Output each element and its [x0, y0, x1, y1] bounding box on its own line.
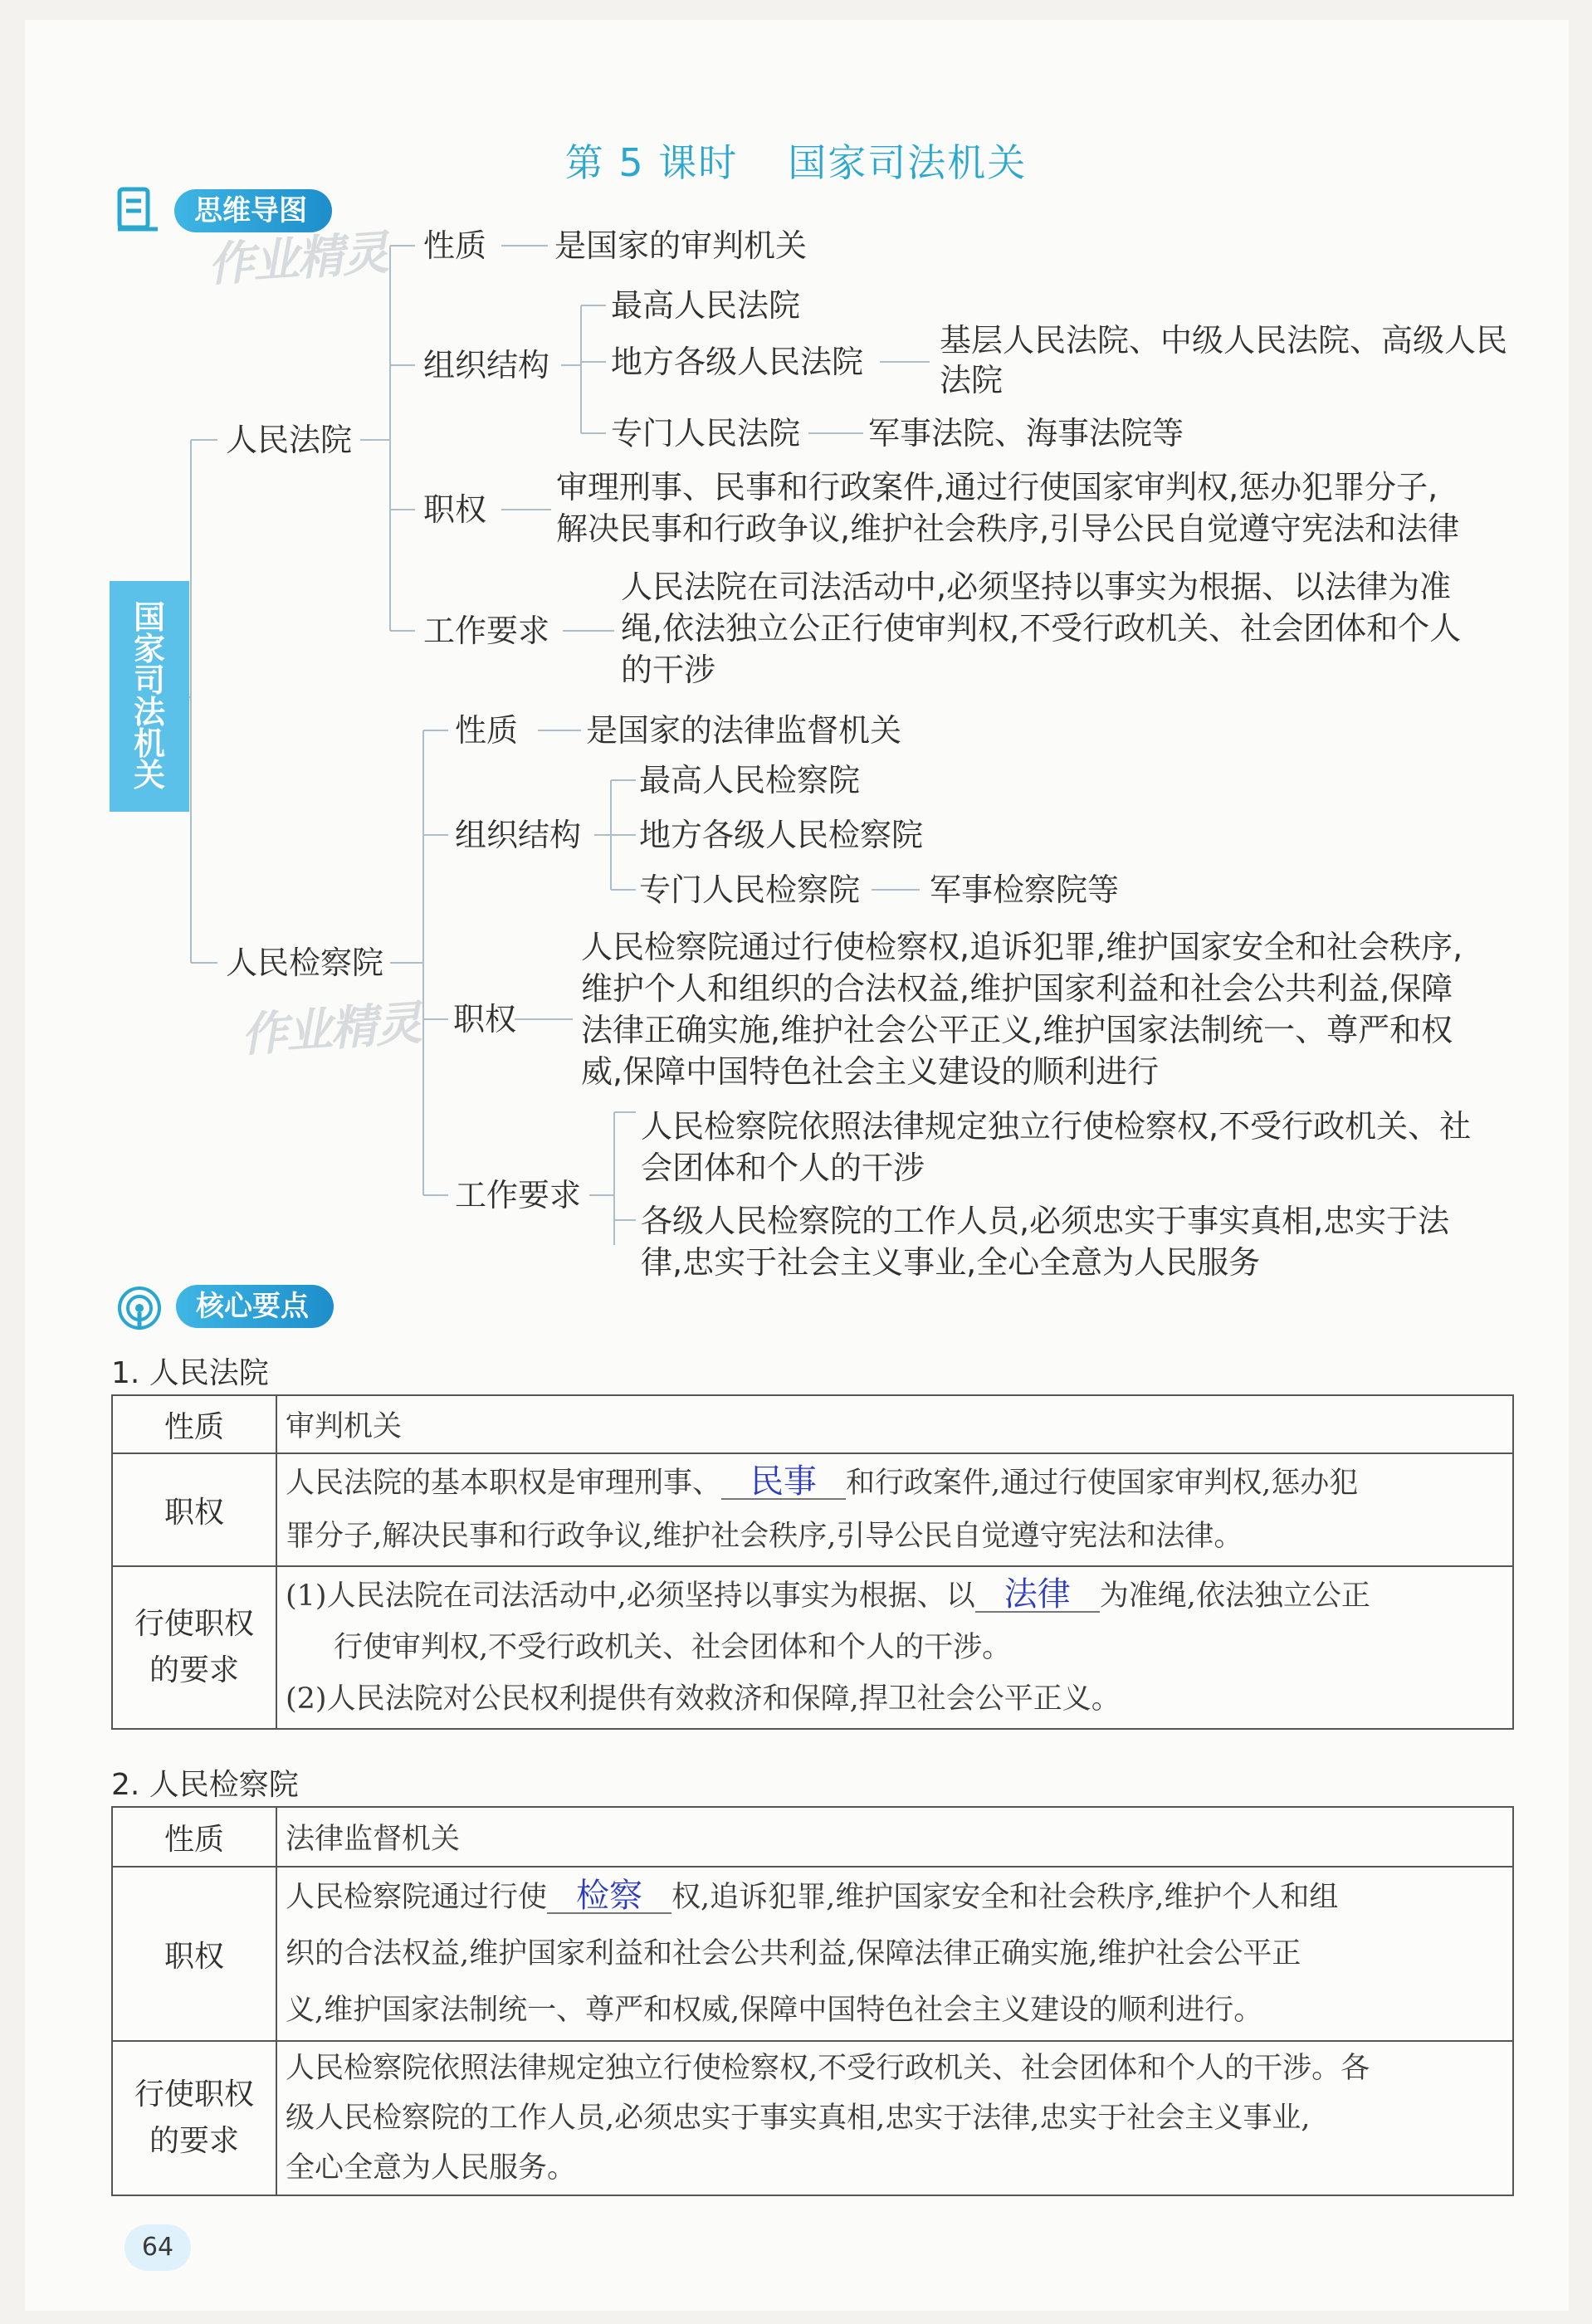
court-req-blank[interactable]: 法律	[975, 1578, 1100, 1613]
court-nature-cell: 审判机关	[276, 1395, 1513, 1453]
table-row	[112, 1807, 1513, 1867]
table-row	[112, 1395, 1513, 1453]
proc-req-cell: 人民检察院依照法律规定独立行使检察权,不受行政机关、社会团体和个人的干涉。各 级人民检察院的工作人员,必须忠实于事实真相,忠实于法律,忠实于社会主义事业, 全心全意为人民服务。	[276, 2041, 1513, 2195]
proc-req-label: 工作要求	[455, 1177, 582, 1213]
proc-power-label: 职权	[453, 1001, 517, 1038]
table-row	[112, 1453, 1513, 1566]
root-node: 国 家 司 法 机 关	[110, 581, 189, 812]
proc-nature: 是国家的法律监督机关	[586, 712, 902, 749]
court-org-local-detail: 基层人民法院、中级人民法院、高级人民 法院	[940, 322, 1508, 398]
table-row	[112, 1566, 1513, 1729]
court-node: 人民法院	[226, 422, 353, 458]
court-req: 人民法院在司法活动中,必须坚持以事实为根据、以法律为准 绳,依法独立公正行使审判权,不受行政机关、社会团体和个人 的干涉	[621, 569, 1462, 688]
proc-nature-label: 性质	[455, 712, 519, 749]
mind-map-badge: 思维导图	[174, 189, 332, 232]
court-org-top: 最高人民法院	[611, 287, 801, 324]
proc-req-header: 行使职权的要求	[112, 2041, 276, 2195]
proc-table	[111, 1806, 1514, 2196]
proc-power-cell: 人民检察院通过行使 检察 权,追诉犯罪,维护国家安全和社会秩序,维护个人和组 织的合法权益,维护国家利益和社会公共利益,保障法律正确实施,维护社会公平正 义,维护国家法制统一、尊严和权威,保障中国特色社会主义建设的顺利进行。	[276, 1867, 1513, 2041]
table-row	[112, 2041, 1513, 2195]
court-nature: 是国家的审判机关	[554, 227, 808, 264]
court-power-blank[interactable]: 民事	[721, 1465, 846, 1500]
key-points-badge: 核心要点	[176, 1285, 334, 1328]
court-nature-label: 性质	[423, 227, 487, 264]
page-number: 64	[125, 2224, 191, 2271]
court-table	[111, 1394, 1514, 1730]
table-row	[112, 1867, 1513, 2041]
court-org-label: 组织结构	[423, 347, 550, 383]
court-power: 审理刑事、民事和行政案件,通过行使国家审判权,惩办犯罪分子, 解决民事和行政争议,维护社会秩序,引导公民自觉遵守宪法和法律	[556, 469, 1460, 547]
watermark: 作业精灵	[206, 226, 389, 293]
proc-org-label: 组织结构	[455, 817, 582, 853]
court-req-label: 工作要求	[423, 613, 550, 649]
proc-req-a: 人民检察院依照法律规定独立行使检察权,不受行政机关、社 会团体和个人的干涉	[641, 1108, 1472, 1186]
procuratorate-node: 人民检察院	[226, 945, 384, 981]
court-nature-header: 性质	[112, 1395, 276, 1453]
court-power-header: 职权	[112, 1453, 276, 1566]
proc-nature-header: 性质	[112, 1807, 276, 1867]
proc-org-top: 最高人民检察院	[639, 762, 861, 798]
proc-org-special-detail: 军事检察院等	[930, 872, 1120, 908]
proc-nature-cell: 法律监督机关	[276, 1807, 1513, 1867]
section-court-title: 1. 人民法院	[111, 1356, 269, 1390]
proc-power-header: 职权	[112, 1867, 276, 2041]
proc-org-local: 地方各级人民检察院	[639, 817, 924, 853]
court-power-cell: 人民法院的基本职权是审理刑事、 民事 和行政案件,通过行使国家审判权,惩办犯 罪分子,解决民事和行政争议,维护社会秩序,引导公民自觉遵守宪法和法律。	[276, 1453, 1513, 1566]
lesson-number: 第 5 课时	[564, 140, 739, 185]
proc-req-b: 各级人民检察院的工作人员,必须忠实于事实真相,忠实于法 律,忠实于社会主义事业,全心全意为人民服务	[641, 1203, 1450, 1281]
proc-power-blank[interactable]: 检察	[547, 1879, 671, 1914]
proc-power: 人民检察院通过行使检察权,追诉犯罪,维护国家安全和社会秩序, 维护个人和组织的合法权益,维护国家利益和社会公共利益,保障 法律正确实施,维护社会公平正义,维护国家法制统一、尊严和权 威,保障中国特色社会主义建设的顺利进行	[581, 929, 1463, 1090]
watermark: 作业精灵	[239, 996, 422, 1063]
court-req-cell: (1)人民法院在司法活动中,必须坚持以事实为根据、以 法律 为准绳,依法独立公正 行使审判权,不受行政机关、社会团体和个人的干涉。 (2)人民法院对公民权利提供有效救济和保障,捍卫社会公平正义。	[276, 1566, 1513, 1729]
court-org-local: 地方各级人民法院	[611, 344, 864, 380]
section-proc-title: 2. 人民检察院	[111, 1768, 299, 1802]
court-power-label: 职权	[423, 491, 487, 528]
proc-org-special: 专门人民检察院	[639, 872, 861, 908]
court-req-header: 行使职权的要求	[112, 1566, 276, 1729]
court-org-special: 专门人民法院	[611, 415, 801, 452]
court-org-special-detail: 军事法院、海事法院等	[868, 415, 1184, 452]
lesson-topic: 国家司法机关	[788, 140, 1028, 185]
signal-icon	[115, 1283, 164, 1333]
